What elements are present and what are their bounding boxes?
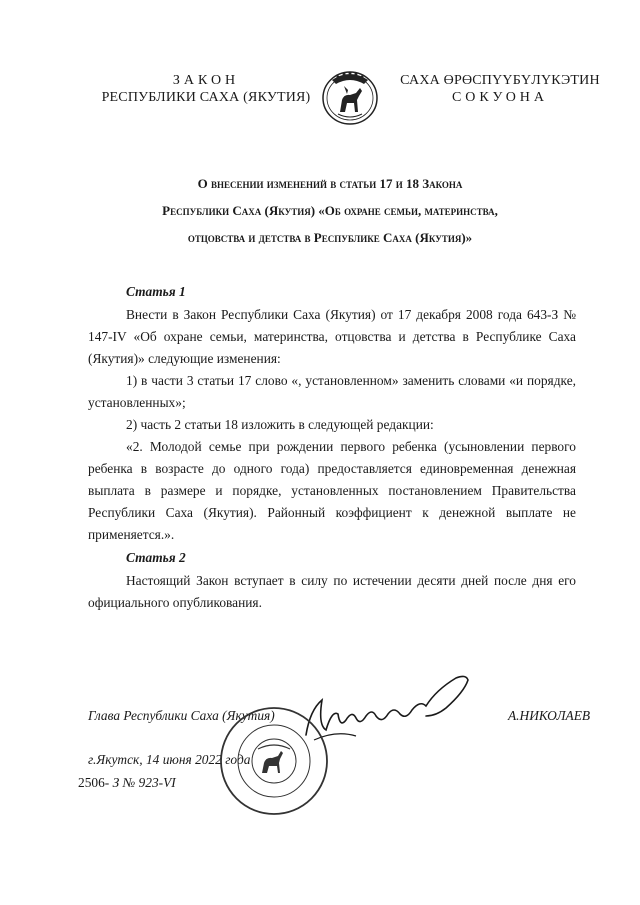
registration-number-value: З № 923-VI <box>112 775 176 790</box>
article1-paragraph4: «2. Молодой семье при рождении первого ребенка (усыновлении первого ребенка в возрасте до одного года) предоставляется единовременная денежная выплата в размере и порядке, установленных постановлением Правительства Республики Саха (Якутия). Районный коэффициент к денежной выплате не применяется.». <box>88 439 576 542</box>
article1-paragraph3: 2) часть 2 статьи 18 изложить в следующей редакции: <box>126 417 434 432</box>
header-left-line2: РЕСПУБЛИКИ САХА (ЯКУТИЯ) <box>101 90 311 105</box>
article1-heading: Статья 1 <box>126 284 186 299</box>
article2-body <box>88 570 576 614</box>
signatory-position: Глава Республики Саха (Якутия) <box>88 708 275 723</box>
law-title <box>120 170 540 251</box>
header-right-line2: СОКУОНА <box>451 90 549 105</box>
header-left <box>96 72 316 106</box>
header-right-line1: САХА ӨРӨСПҮҮБҮЛҮКЭТИН <box>400 73 600 88</box>
place-and-date: г.Якутск, 14 июня 2022 года <box>88 752 251 767</box>
law-title-line1: О внесении изменений в статьи 17 и 18 Закона <box>197 176 463 191</box>
article2-heading: Статья 2 <box>126 550 186 565</box>
header-right <box>395 72 605 106</box>
registration-prefix: 2506- <box>78 775 110 790</box>
article1-body <box>88 304 576 546</box>
header-left-line1: ЗАКОН <box>172 73 240 88</box>
article2-paragraph1: Настоящий Закон вступает в силу по истечении десяти дней после дня его официального опубликования. <box>88 573 576 610</box>
law-title-line2: Республики Саха (Якутия) «Об охране семьи, материнства, <box>162 203 498 218</box>
article1-paragraph1: Внести в Закон Республики Саха (Якутия) от 17 декабря 2008 года 643-З № 147-IV «Об охране семьи, материнства, отцовства и детства в Республике Саха (Якутия)» следующие изменения: <box>88 307 576 366</box>
article1-paragraph2: 1) в части 3 статьи 17 слово «, установленном» заменить словами «и порядке, установленных»; <box>88 373 576 410</box>
official-seal-icon <box>218 705 330 817</box>
coat-of-arms-icon <box>320 64 380 126</box>
signatory-name: А.НИКОЛАЕВ <box>508 708 591 723</box>
law-title-line3: отцовства и детства в Республике Саха (Якутия)» <box>187 230 473 245</box>
registration-number <box>78 775 176 791</box>
